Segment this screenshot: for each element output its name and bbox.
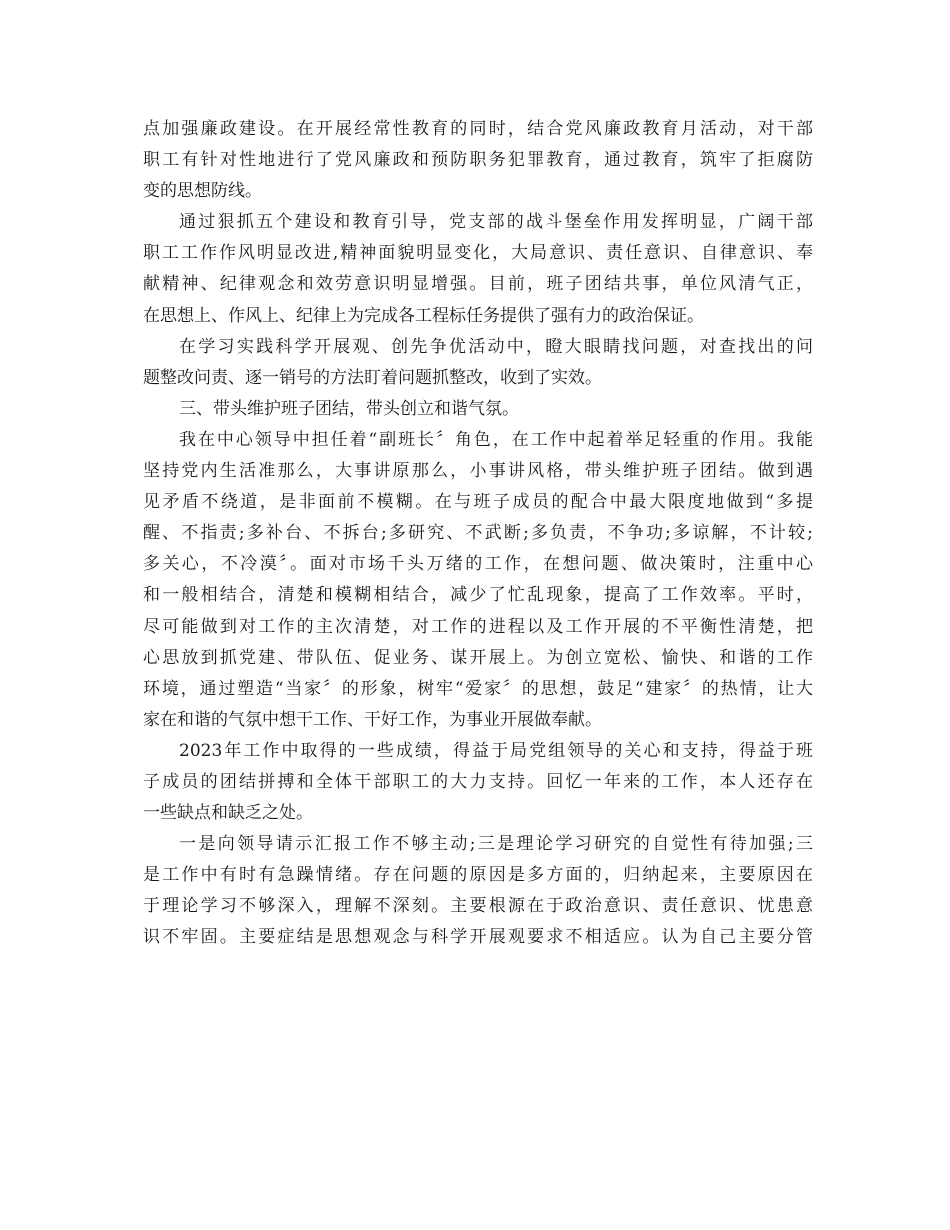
text-line: 2023年工作中取得的一些成绩，得益于局党组领导的关心和支持，得益于班 [179, 740, 813, 761]
text-line: 通过狠抓五个建设和教育引导，党支部的战斗堡垒作用发挥明显，广阔干部 [179, 212, 813, 233]
text-line: 于理论学习不够深入，理解不深刻。主要根源在于政治意识、责任意识、忧患意 [143, 896, 813, 917]
text-line: 是工作中有时有急躁情绪。存在问题的原因是多方面的，归纳起来，主要原因在 [143, 865, 813, 886]
text-line: 坚持党内生活准那么，大事讲原那么，小事讲风格，带头维护班子团结。做到遇 [143, 461, 813, 482]
text-line: 在学习实践科学开展观、创先争优活动中，瞪大眼睛找问题，对查找出的问 [179, 336, 813, 357]
text-line: 三、带头维护班子团结，带头创立和谐气氛。 [179, 398, 519, 419]
text-line: 环境，通过塑造“当家〞的形象，树牢“爱家〞的思想，鼓足“建家〞的热情，让大 [143, 678, 813, 699]
paragraph [143, 829, 813, 953]
paragraph [143, 736, 813, 829]
text-line: 点加强廉政建设。在开展经常性教育的同时，结合党风廉政教育月活动，对干部 [143, 119, 813, 139]
text-line: 题整改问责、逐一销号的方法盯着问题抓整改，收到了实效。 [143, 367, 602, 388]
document-body [143, 114, 813, 954]
text-line: 一些缺点和缺乏之处。 [143, 803, 313, 824]
text-line: 和一般相结合，清楚和模糊相结合，减少了忙乱现象，提高了工作效率。平时， [143, 585, 813, 606]
paragraph [143, 114, 813, 207]
section-heading [143, 394, 813, 425]
text-line: 子成员的团结拼搏和全体干部职工的大力支持。回忆一年来的工作，本人还存在 [143, 771, 813, 792]
text-line: 多关心，不冷漠〞。面对市场千头万绪的工作，在想问题、做决策时，注重中心 [143, 554, 813, 575]
text-line: 一是向领导请示汇报工作不够主动;三是理论学习研究的自觉性有待加强;三 [179, 834, 813, 855]
text-line: 醒、不指责;多补台、不拆台;多研究、不武断;多负责，不争功;多谅解，不计较; [143, 523, 813, 544]
text-line: 识不牢固。主要症结是思想观念与科学开展观要求不相适应。认为自己主要分管 [143, 927, 813, 948]
text-line: 尽可能做到对工作的主次清楚，对工作的进程以及工作开展的不平衡性清楚，把 [143, 616, 813, 637]
paragraph [143, 425, 813, 736]
text-line: 家在和谐的气氛中想干工作、干好工作，为事业开展做奉献。 [143, 709, 602, 730]
paragraph [143, 332, 813, 394]
text-line: 职工工作作风明显改进,精神面貌明显变化，大局意识、责任意识、自律意识、奉 [143, 243, 813, 264]
text-line: 心思放到抓党建、带队伍、促业务、谋开展上。为创立宽松、愉快、和谐的工作 [143, 647, 813, 668]
text-line: 变的思想防线。 [143, 181, 262, 202]
text-line: 职工有针对性地进行了党风廉政和预防职务犯罪教育，通过教育，筑牢了拒腐防 [143, 150, 813, 171]
paragraph [143, 207, 813, 331]
text-line: 在思想上、作风上、纪律上为完成各工程标任务提供了强有力的政治保证。 [143, 305, 704, 326]
text-line: 我在中心领导中担任着“副班长〞角色，在工作中起着举足轻重的作用。我能 [179, 429, 813, 450]
text-line: 见矛盾不绕道，是非面前不模糊。在与班子成员的配合中最大限度地做到“多提 [143, 492, 813, 513]
text-line: 献精神、纪律观念和效劳意识明显增强。目前，班子团结共事，单位风清气正， [143, 274, 813, 295]
